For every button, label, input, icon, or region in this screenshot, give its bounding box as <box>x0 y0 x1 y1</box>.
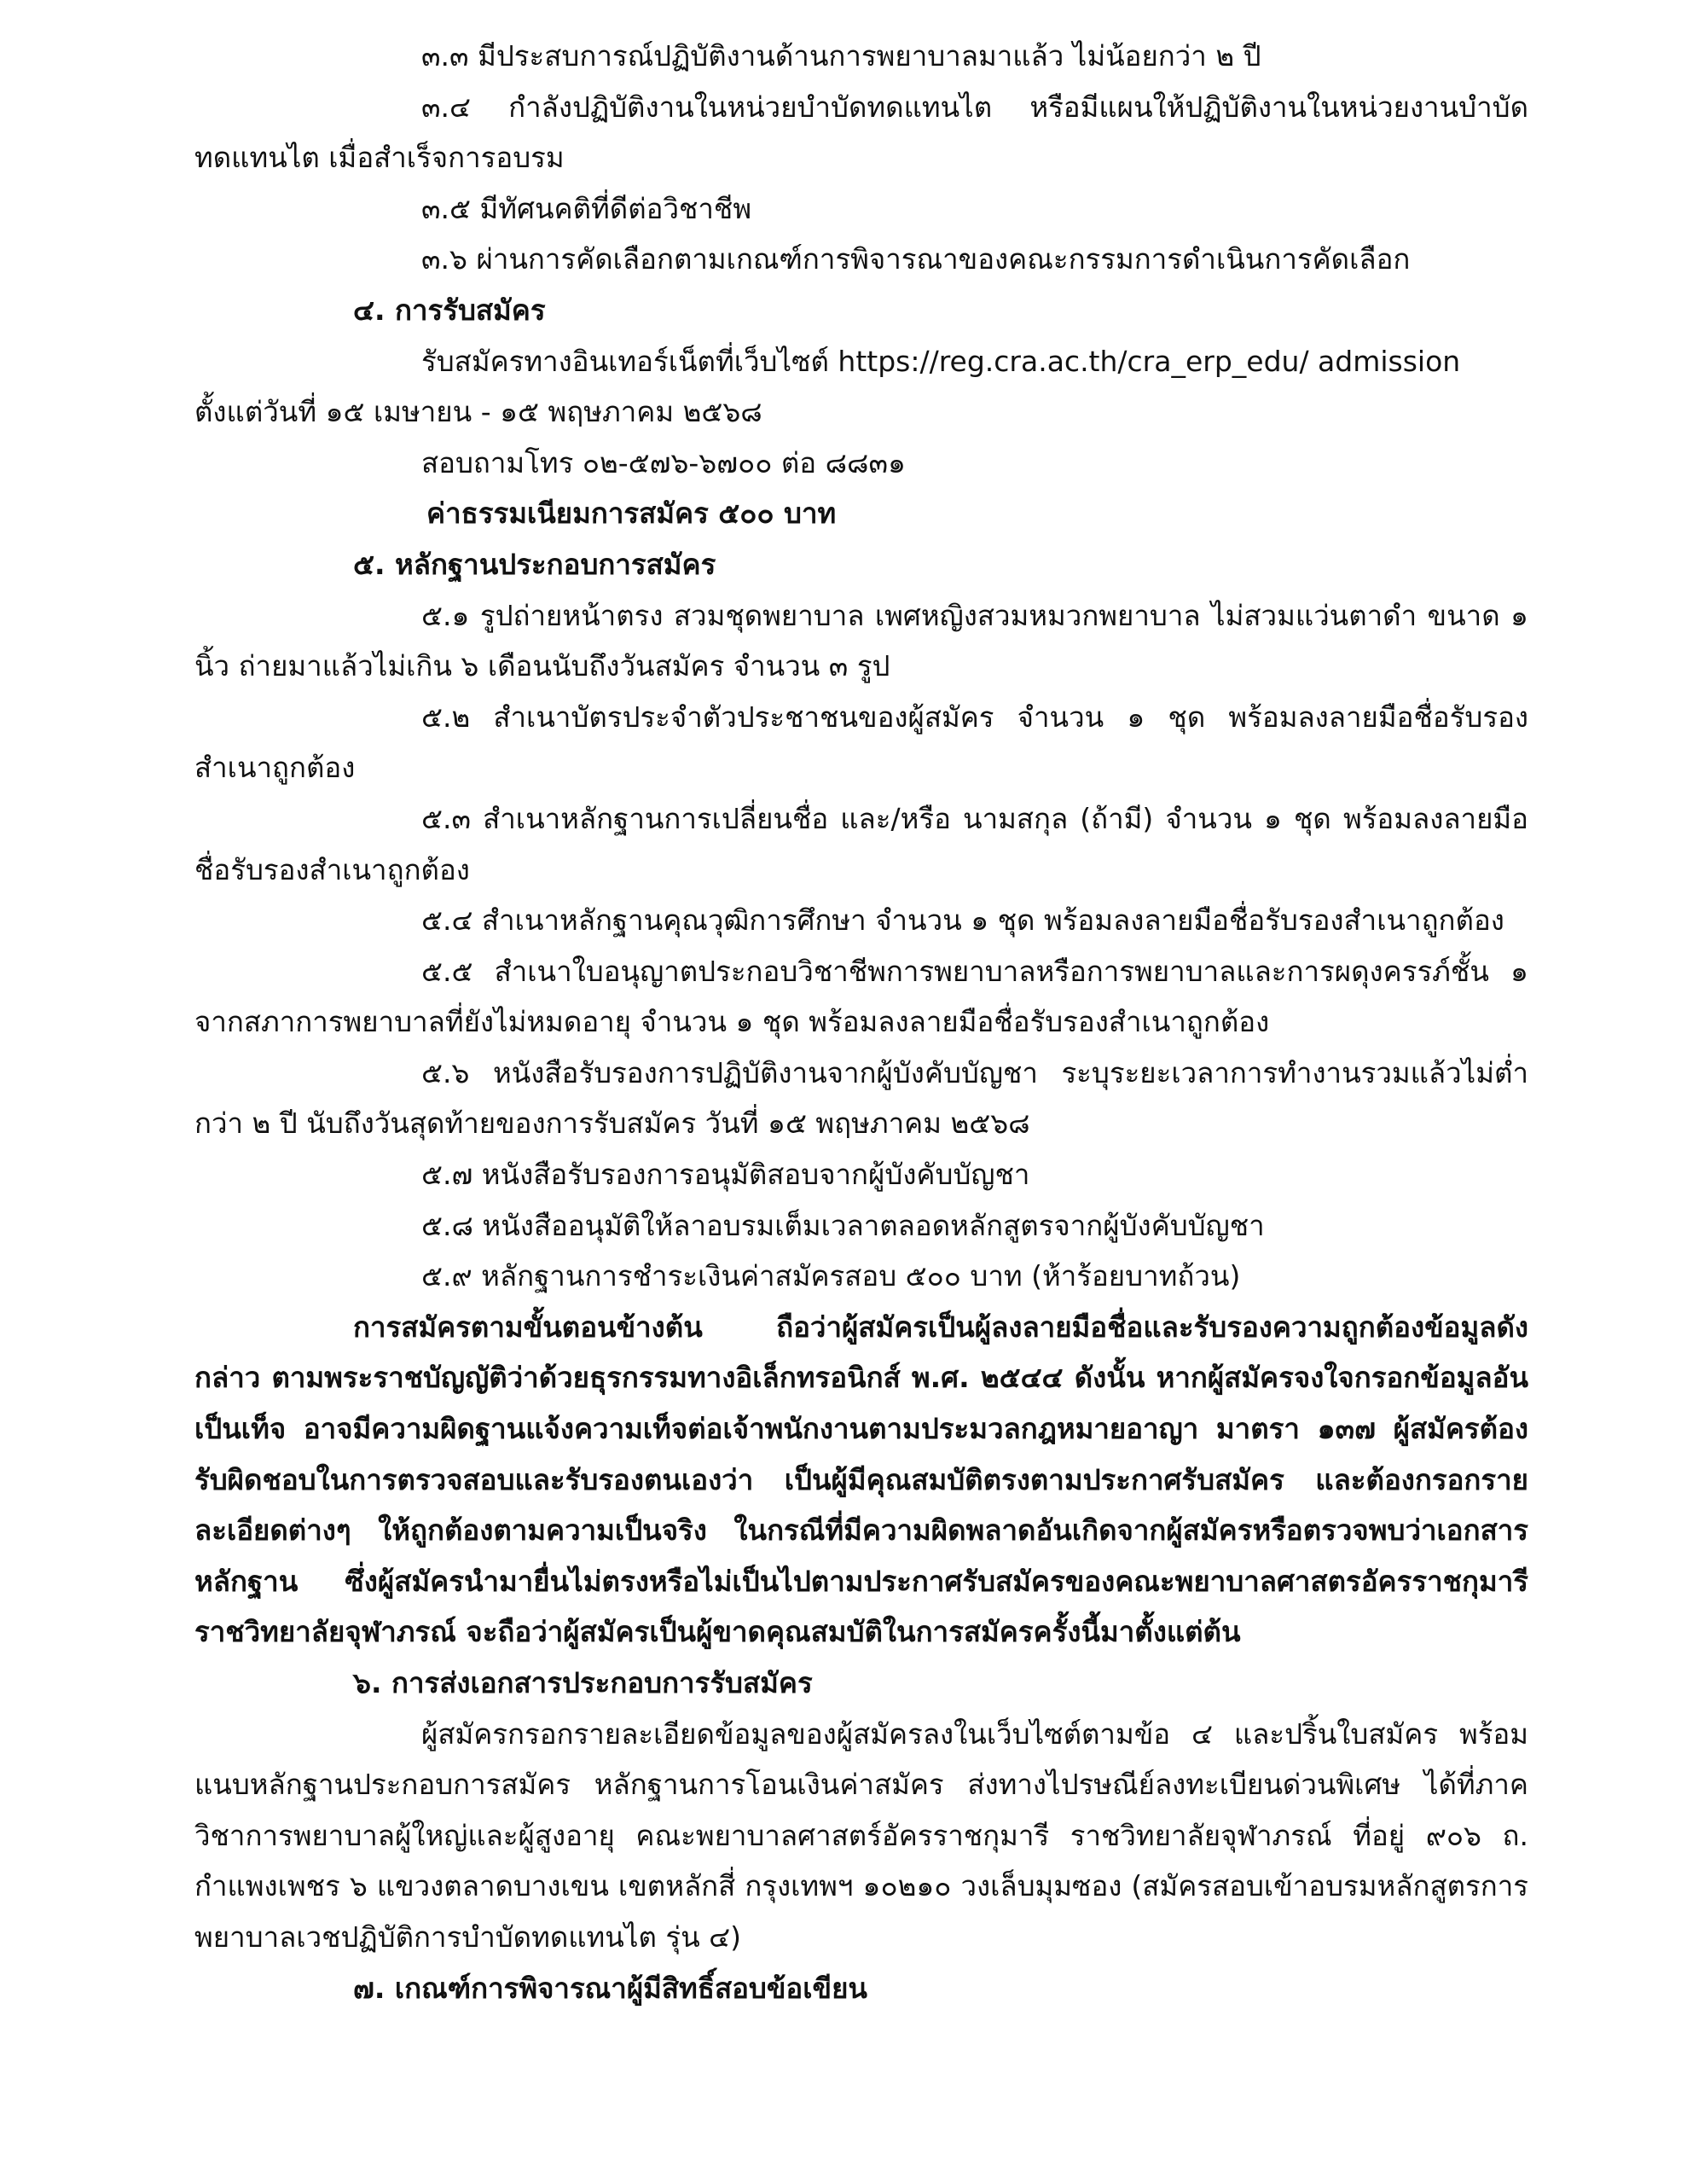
item-3-3: ๓.๓ มีประสบการณ์ปฏิบัติงานด้านการพยาบาลมาแล้ว ไม่น้อยกว่า ๒ ปี <box>421 39 1261 73</box>
heading-section-6: ๖. การส่งเอกสารประกอบการรับสมัคร <box>353 1666 813 1699</box>
item-5-3: ๕.๓ สำเนาหลักฐานการเปลี่ยนชื่อ และ/หรือ นามสกุล (ถ้ามี) จำนวน ๑ ชุด พร้อมลงลายมือชื่อรับรองสำเนาถูกต้อง <box>194 801 1528 886</box>
item-3-5: ๓.๕ มีทัศนคติที่ดีต่อวิชาชีพ <box>421 191 752 225</box>
item-5-9: ๕.๙ หลักฐานการชำระเงินค่าสมัครสอบ ๕๐๐ บาท (ห้าร้อยบาทถ้วน) <box>421 1259 1241 1293</box>
item-5-2: ๕.๒ สำเนาบัตรประจำตัวประชาชนของผู้สมัคร จำนวน ๑ ชุด พร้อมลงลายมือชื่อรับรองสำเนาถูกต้อง <box>194 700 1528 785</box>
heading-section-4: ๔. การรับสมัคร <box>353 293 546 327</box>
contact-phone: สอบถามโทร ๐๒-๕๗๖-๖๗๐๐ ต่อ ๘๘๓๑ <box>421 445 907 479</box>
item-5-5: ๕.๕ สำเนาใบอนุญาตประกอบวิชาชีพการพยาบาลหรือการพยาบาลและการผดุงครรภ์ชั้น ๑ จากสภาการพยาบาลที่ยังไม่หมดอายุ จำนวน ๑ ชุด พร้อมลงลายมือชื่อรับรองสำเนาถูกต้อง <box>194 954 1528 1039</box>
document-submission-paragraph: ผู้สมัครกรอกรายละเอียดข้อมูลของผู้สมัครลงในเว็บไซต์ตามข้อ ๔ และปริ้นใบสมัคร พร้อมแนบหลักฐานประกอบการสมัคร หลักฐานการโอนเงินค่าสมัคร ส่งทางไปรษณีย์ลงทะเบียนด่วนพิเศษ ได้ที่ภาควิชาการพยาบาลผู้ใหญ่และผู้สูงอายุ คณะพยาบาลศาสตร์อัครราชกุมารี ราชวิทยาลัยจุฬาภรณ์ ที่อยู่ ๙๐๖ ถ. กำแพงเพชร ๖ แขวงตลาดบางเขน เขตหลักสี่ กรุงเทพฯ ๑๐๒๑๐ วงเล็บมุมซอง (สมัครสอบเข้าอบรมหลักสูตรการพยาบาลเวชปฏิบัติการบำบัดทดแทนไต รุ่น ๔) <box>194 1716 1528 1954</box>
application-website-paragraph: รับสมัครทางอินเทอร์เน็ตที่เว็บไซต์ https://reg.cra.ac.th/cra_erp_edu/ admission ตั้งแต่วันที่ ๑๕ เมษายน - ๑๕ พฤษภาคม ๒๕๖๘ <box>194 344 1461 429</box>
item-3-6: ๓.๖ ผ่านการคัดเลือกตามเกณฑ์การพิจารณาของคณะกรรมการดำเนินการคัดเลือก <box>421 242 1411 276</box>
item-5-8: ๕.๘ หนังสืออนุมัติให้ลาอบรมเต็มเวลาตลอดหลักสูตรจากผู้บังคับบัญชา <box>421 1208 1265 1242</box>
item-5-1: ๕.๑ รูปถ่ายหน้าตรง สวมชุดพยาบาล เพศหญิงสวมหมวกพยาบาล ไม่สวมแว่นตาดำ ขนาด ๑ นิ้ว ถ่ายมาแล้วไม่เกิน ๖ เดือนนับถึงวันสมัคร จำนวน ๓ รูป <box>194 598 1528 683</box>
document-page <box>194 31 1528 2013</box>
item-5-7: ๕.๗ หนังสือรับรองการอนุมัติสอบจากผู้บังคับบัญชา <box>421 1158 1030 1192</box>
application-fee: ค่าธรรมเนียมการสมัคร ๕๐๐ บาท <box>426 497 837 531</box>
legal-notice-paragraph: การสมัครตามขั้นตอนข้างต้น ถือว่าผู้สมัครเป็นผู้ลงลายมือชื่อและรับรองความถูกต้องข้อมูลดังกล่าว ตามพระราชบัญญัติว่าด้วยธุรกรรมทางอิเล็กทรอนิกส์ พ.ศ. ๒๕๔๔ ดังนั้น หากผู้สมัครจงใจกรอกข้อมูลอันเป็นเท็จ อาจมีความผิดฐานแจ้งความเท็จต่อเจ้าพนักงานตามประมวลกฎหมายอาญา มาตรา ๑๓๗ ผู้สมัครต้องรับผิดชอบในการตรวจสอบและรับรองตนเองว่า เป็นผู้มีคุณสมบัติตรงตามประกาศรับสมัคร และต้องกรอกรายละเอียดต่างๆ ให้ถูกต้องตามความเป็นจริง ในกรณีที่มีความผิดพลาดอันเกิดจากผู้สมัครหรือตรวจพบว่าเอกสารหลักฐาน ซึ่งผู้สมัครนำมายื่นไม่ตรงหรือไม่เป็นไปตามประกาศรับสมัครของคณะพยาบาลศาสตรอัครราชกุมารีราชวิทยาลัยจุฬาภรณ์ จะถือว่าผู้สมัครเป็นผู้ขาดคุณสมบัติในการสมัครครั้งนี้มาตั้งแต่ต้น <box>194 1310 1528 1649</box>
item-5-6: ๕.๖ หนังสือรับรองการปฏิบัติงานจากผู้บังคับบัญชา ระบุระยะเวลาการทำงานรวมแล้วไม่ต่ำกว่า ๒ ปี นับถึงวันสุดท้ายของการรับสมัคร วันที่ ๑๕ พฤษภาคม ๒๕๖๘ <box>194 1055 1528 1141</box>
heading-section-7: ๗. เกณฑ์การพิจารณาผู้มีสิทธิ์สอบข้อเขียน <box>353 1971 867 2005</box>
item-3-4: ๓.๔ กำลังปฏิบัติงานในหน่วยบำบัดทดแทนไต หรือมีแผนให้ปฏิบัติงานในหน่วยงานบำบัดทดแทนไต เมื่อสำเร็จการอบรม <box>194 90 1528 175</box>
heading-section-5: ๕. หลักฐานประกอบการสมัคร <box>353 547 716 581</box>
item-5-4: ๕.๔ สำเนาหลักฐานคุณวุฒิการศึกษา จำนวน ๑ ชุด พร้อมลงลายมือชื่อรับรองสำเนาถูกต้อง <box>421 903 1504 938</box>
